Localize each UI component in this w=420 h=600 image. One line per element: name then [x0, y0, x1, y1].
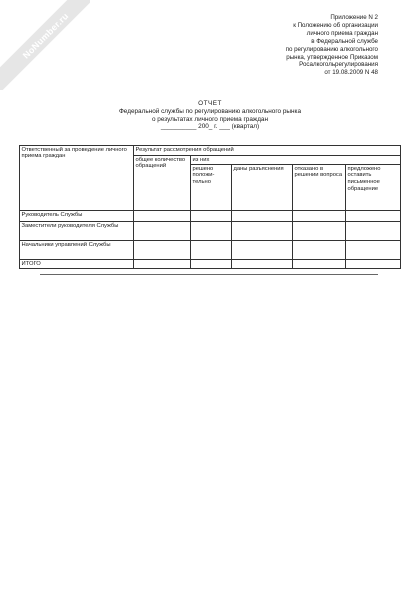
row-label-total: ИТОГО — [20, 260, 134, 269]
report-table — [19, 145, 401, 269]
table-cell[interactable] — [293, 222, 346, 241]
table-cell[interactable] — [346, 211, 401, 222]
appendix-line: в Федеральной службе — [311, 37, 378, 45]
appendix-line: к Положению об организации — [293, 21, 378, 29]
row-label: Заместители руководителя Службы — [20, 222, 134, 241]
table-row-total — [20, 260, 401, 269]
bottom-divider — [40, 274, 378, 275]
table-cell[interactable] — [134, 241, 191, 260]
responsible-header: Ответственный за проведение личного приема граждан — [20, 146, 134, 211]
table-cell[interactable] — [232, 241, 293, 260]
table-cell[interactable] — [293, 241, 346, 260]
table-cell[interactable] — [346, 260, 401, 269]
explanations-given-header: даны разъяснения — [232, 165, 293, 211]
watermark — [0, 0, 90, 90]
table-cell[interactable] — [191, 222, 232, 241]
report-title-block — [0, 100, 420, 131]
table-row — [20, 222, 401, 241]
row-label: Начальники управлений Службы — [20, 241, 134, 260]
table-cell[interactable] — [232, 222, 293, 241]
table-cell[interactable] — [191, 260, 232, 269]
appendix-line: от 19.08.2009 N 48 — [324, 69, 378, 77]
table-cell[interactable] — [346, 222, 401, 241]
table-cell[interactable] — [346, 241, 401, 260]
table-row — [20, 241, 401, 260]
refused-header: отказано в решении вопроса — [293, 165, 346, 211]
table-cell[interactable] — [191, 211, 232, 222]
total-appeals-header: общее количество обращений — [134, 156, 191, 211]
appendix-line: по регулированию алкогольного — [285, 45, 378, 53]
row-label: Руководитель Службы — [20, 211, 134, 222]
resolved-positively-header: решено положи-тельно — [191, 165, 232, 211]
table-cell[interactable] — [293, 211, 346, 222]
table-cell[interactable] — [293, 260, 346, 269]
watermark-band — [0, 0, 90, 90]
appendix-line: рынка, утвержденное Приказом — [286, 53, 378, 61]
watermark-text: NoNumber.ru — [20, 10, 71, 61]
table-cell[interactable] — [134, 260, 191, 269]
header-row — [20, 146, 401, 156]
appendix-note — [178, 14, 378, 77]
table-cell[interactable] — [134, 211, 191, 222]
table-cell[interactable] — [232, 211, 293, 222]
table-cell[interactable] — [191, 241, 232, 260]
report-title: ОТЧЕТ — [198, 100, 222, 107]
table-cell[interactable] — [232, 260, 293, 269]
result-header: Результат рассмотрения обращений — [134, 146, 401, 156]
report-subtitle-topic: о результатах личного приема граждан — [151, 115, 269, 123]
appendix-line: Приложение N 2 — [330, 14, 378, 21]
appendix-line: Росалкогольрегулирования — [299, 61, 378, 69]
appendix-line: личного приема граждан — [306, 29, 378, 37]
table-cell[interactable] — [134, 222, 191, 241]
report-period: __________ 200_ г. ___ (квартал) — [160, 123, 260, 131]
of-them-header: из них — [191, 156, 401, 165]
table-row — [20, 211, 401, 222]
report-subtitle-agency: Федеральной службы по регулированию алкогольного рынка — [118, 107, 302, 115]
written-appeal-header: предложено оставить письменное обращение — [346, 165, 401, 211]
